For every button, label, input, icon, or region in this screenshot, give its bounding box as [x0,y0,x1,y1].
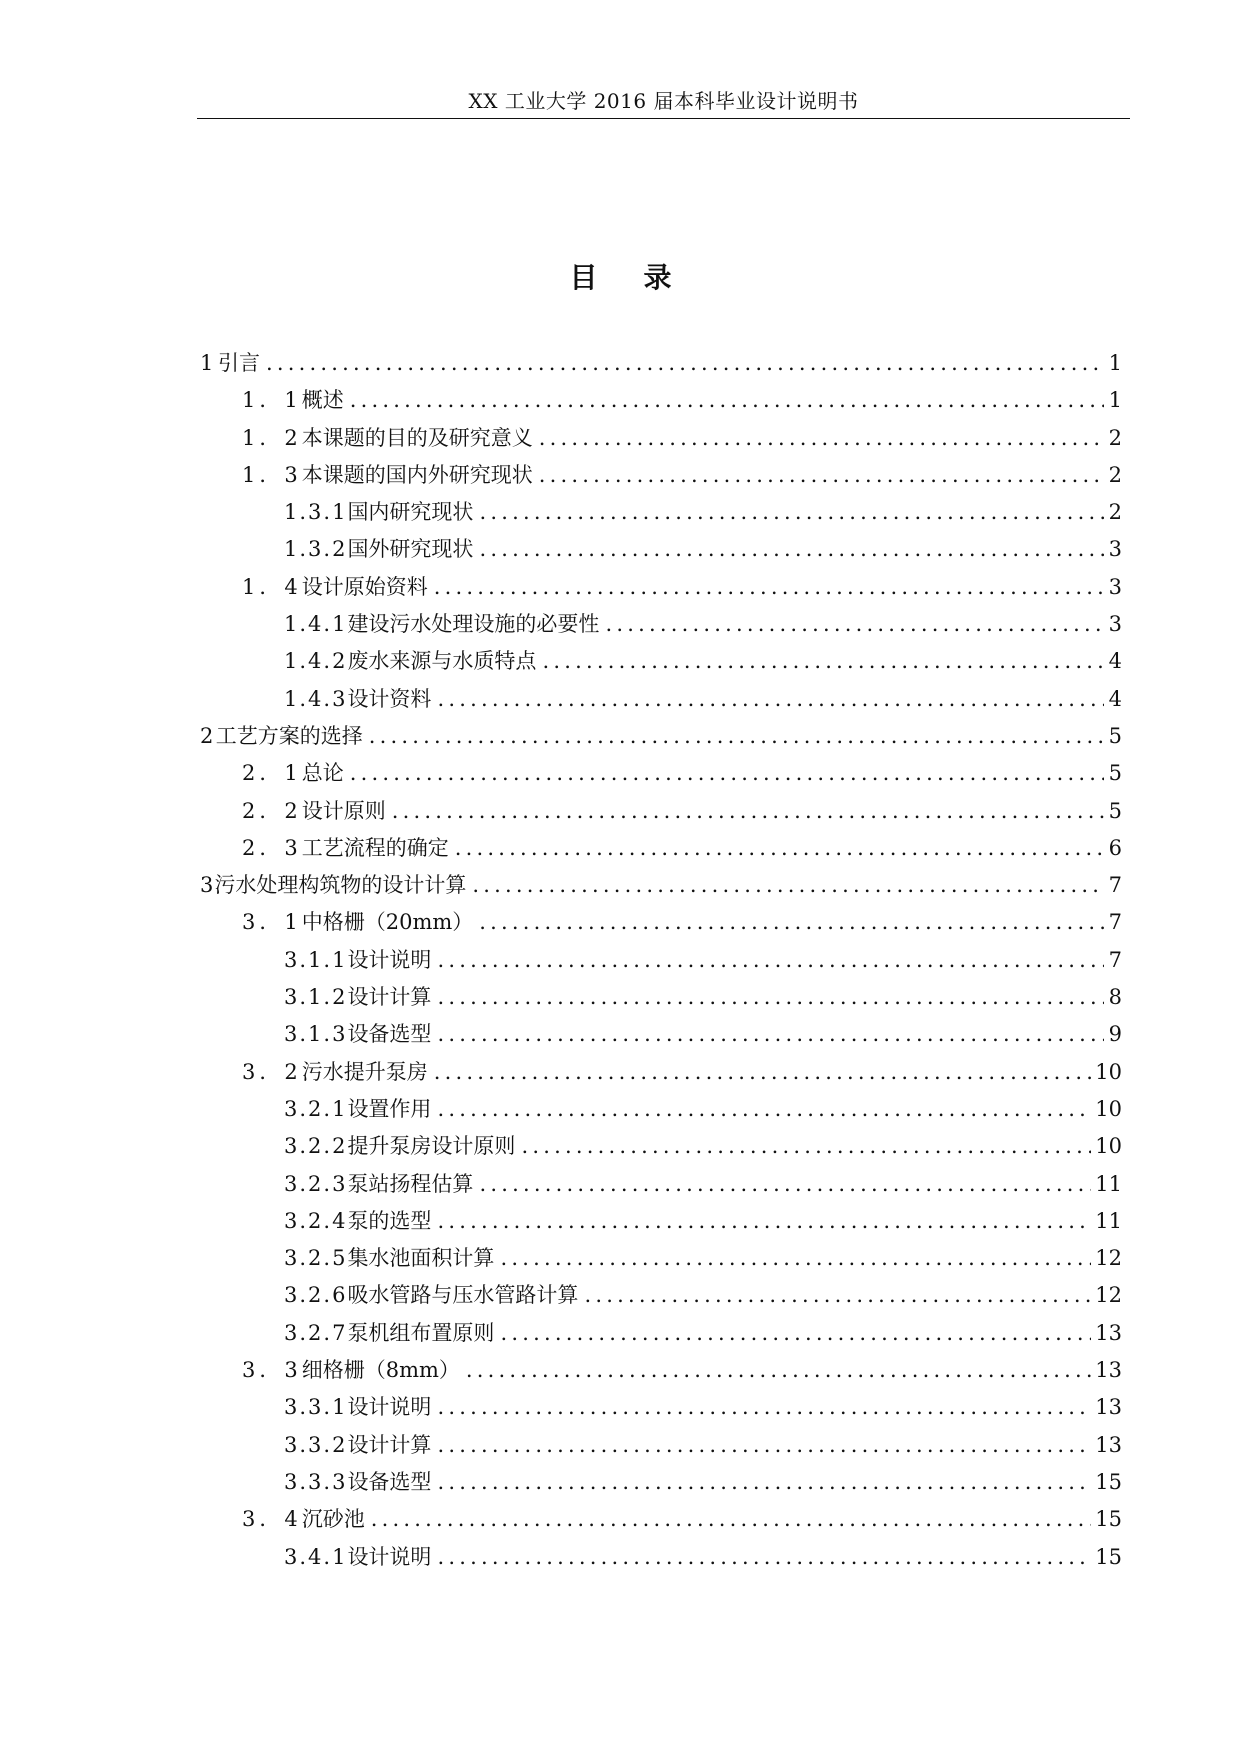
toc-entry[interactable] [200,420,1122,457]
toc-dot-leader [479,904,1104,941]
toc-entry-number: 3．3 [242,1358,302,1383]
running-header: XX 工业大学 2016 届本科毕业设计说明书 [468,89,859,113]
toc-entry-page-number: 15 [1095,1507,1122,1532]
toc-entry-label: 吸水管路与压水管路计算 [347,1283,579,1308]
toc-entry-number: 3．4 [242,1507,302,1532]
toc-entry-page-number: 13 [1095,1395,1122,1420]
toc-entry-number: 1 [200,351,215,375]
toc-entry-page-number: 4 [1108,686,1122,711]
toc-entry[interactable] [200,979,1122,1016]
toc-entry-number: 2．3 [242,835,302,860]
toc-entry[interactable] [200,1352,1122,1389]
toc-entry-number: 3.3.1 [284,1395,348,1420]
toc-entry[interactable] [200,382,1122,419]
toc-entry[interactable] [200,606,1122,643]
toc-entry[interactable] [200,1166,1122,1203]
toc-dot-leader [521,1128,1091,1165]
toc-entry-label: 工艺流程的确定 [301,835,449,860]
toc-dot-leader [350,382,1104,419]
toc-entry-number: 3.2.3 [284,1171,348,1196]
toc-entry-page-number: 7 [1108,873,1122,898]
toc-dot-leader [437,1427,1091,1464]
toc-entry-page-number: 1 [1108,351,1122,375]
toc-entry-page-number: 15 [1095,1544,1122,1569]
toc-dot-leader [437,942,1104,979]
toc-entry-label: 泵机组布置原则 [347,1320,495,1345]
toc-entry-number: 3.2.6 [284,1283,348,1308]
toc-dot-leader [350,755,1104,792]
toc-entry-number: 1.3.1 [284,500,348,525]
header-divider [197,118,1130,119]
toc-entry-label: 设计原则 [301,798,386,823]
toc-dot-leader [266,345,1104,382]
toc-dot-leader [437,1389,1091,1426]
toc-dot-leader [437,1539,1091,1576]
toc-entry-label: 国外研究现状 [347,537,474,562]
toc-dot-leader [539,457,1104,494]
toc-entry-label: 中格栅（20mm） [301,910,474,935]
toc-entry-number: 3.1.1 [284,947,348,972]
toc-entry-page-number: 12 [1095,1246,1122,1271]
toc-entry-page-number: 15 [1095,1469,1122,1494]
toc-dot-leader [539,420,1104,457]
toc-dot-leader [479,531,1104,568]
toc-entry-label: 泵的选型 [347,1208,432,1233]
toc-dot-leader [434,1054,1092,1091]
toc-entry[interactable] [200,1128,1122,1165]
toc-entry-page-number: 5 [1108,798,1122,823]
toc-entry-page-number: 6 [1108,835,1122,860]
toc-entry[interactable] [200,755,1122,792]
toc-entry-label: 废水来源与水质特点 [347,649,537,674]
toc-entry-page-number: 11 [1095,1208,1122,1233]
toc-dot-leader [437,979,1104,1016]
toc-entry-label: 设计说明 [347,947,432,972]
toc-entry[interactable] [200,1427,1122,1464]
toc-entry-page-number: 7 [1108,910,1122,935]
toc-entry-number: 1．4 [242,574,302,599]
toc-title-first-char: 目 [569,261,598,294]
toc-entry-number: 1.4.2 [284,649,348,674]
toc-entry[interactable] [200,1091,1122,1128]
toc-dot-leader [605,606,1104,643]
toc-entry-label: 设置作用 [347,1096,432,1121]
toc-entry-page-number: 13 [1095,1358,1122,1383]
toc-entry-number: 3.2.1 [284,1096,348,1121]
toc-title [0,258,1241,298]
toc-entry-page-number: 13 [1095,1320,1122,1345]
toc-entry-page-number: 4 [1108,649,1122,674]
toc-dot-leader [500,1315,1091,1352]
toc-entry[interactable] [200,830,1122,867]
toc-entry-number: 3 [200,873,215,898]
toc-entry-label: 设计计算 [347,985,432,1010]
toc-entry[interactable] [200,904,1122,941]
toc-entry[interactable] [200,1240,1122,1277]
toc-entry-page-number: 5 [1108,761,1122,786]
toc-entry[interactable] [200,1539,1122,1576]
toc-entry-page-number: 2 [1108,500,1122,525]
toc-entry-label: 设计原始资料 [301,574,428,599]
toc-entry-label: 泵站扬程估算 [347,1171,474,1196]
toc-entry-label: 建设污水处理设施的必要性 [347,612,600,637]
toc-entry-page-number: 1 [1108,388,1122,413]
toc-entry-label: 引言 [217,351,260,375]
toc-entry-number: 2 [200,723,215,748]
toc-entry-label: 污水提升泵房 [301,1059,428,1084]
toc-entry-page-number: 2 [1108,462,1122,487]
toc-entry[interactable] [200,718,1122,755]
toc-entry-page-number: 3 [1108,574,1122,599]
toc-entry-number: 3.2.4 [284,1208,348,1233]
toc-entry[interactable] [200,1016,1122,1053]
toc-entry-label: 工艺方案的选择 [215,723,363,748]
toc-entry-number: 1．2 [242,425,302,450]
toc-entry-label: 沉砂池 [301,1507,365,1532]
toc-entry-label: 概述 [301,388,344,413]
toc-entry-page-number: 2 [1108,425,1122,450]
toc-dot-leader [437,1464,1091,1501]
toc-entry-label: 国内研究现状 [347,500,474,525]
toc-entry[interactable] [200,1389,1122,1426]
toc-entry-number: 2．2 [242,798,302,823]
toc-dot-leader [500,1240,1091,1277]
toc-entry-page-number: 13 [1095,1432,1122,1457]
toc-entry[interactable] [200,942,1122,979]
toc-entry-number: 2．1 [242,761,302,786]
toc-dot-leader [455,830,1104,867]
toc-entry[interactable] [200,569,1122,606]
toc-dot-leader [479,1166,1091,1203]
toc-entry[interactable] [200,1315,1122,1352]
toc-entry-label: 集水池面积计算 [347,1246,495,1271]
toc-dot-leader [542,643,1104,680]
toc-dot-leader [371,1501,1092,1538]
toc-dot-leader [437,681,1104,718]
toc-entry-number: 3．2 [242,1059,302,1084]
toc-dot-leader [392,793,1104,830]
toc-entry-number: 3.4.1 [284,1544,348,1569]
toc-entry-number: 1.4.1 [284,612,348,637]
toc-entry-number: 3.1.2 [284,985,348,1010]
toc-dot-leader [584,1277,1091,1314]
toc-entry[interactable] [200,345,1122,382]
toc-dot-leader [437,1091,1091,1128]
toc-title-second-char: 录 [643,261,672,294]
toc-entry-number: 1.3.2 [284,537,348,562]
toc-entry-page-number: 10 [1095,1134,1122,1159]
toc-entry[interactable] [200,494,1122,531]
toc-dot-leader [472,867,1104,904]
toc-dot-leader [466,1352,1091,1389]
toc-entry[interactable] [200,1054,1122,1091]
toc-dot-leader [434,569,1104,606]
toc-entry[interactable] [200,531,1122,568]
toc-entry[interactable] [200,643,1122,680]
table-of-contents [200,345,1122,1576]
toc-entry[interactable] [200,681,1122,718]
toc-dot-leader [369,718,1104,755]
toc-entry-page-number: 12 [1095,1283,1122,1308]
toc-entry-page-number: 3 [1108,612,1122,637]
toc-entry-label: 设计计算 [347,1432,432,1457]
toc-entry-label: 本课题的国内外研究现状 [301,462,533,487]
toc-entry-page-number: 8 [1108,985,1122,1010]
toc-entry-page-number: 9 [1108,1022,1122,1047]
toc-entry-label: 本课题的目的及研究意义 [301,425,533,450]
toc-entry-number: 3.3.3 [284,1469,348,1494]
toc-entry-page-number: 7 [1108,947,1122,972]
toc-entry-label: 污水处理构筑物的设计计算 [214,873,467,898]
toc-entry[interactable] [200,1501,1122,1538]
toc-entry-number: 3.2.5 [284,1246,348,1271]
toc-entry[interactable] [200,793,1122,830]
toc-entry-label: 总论 [301,761,344,786]
toc-entry-page-number: 10 [1095,1059,1122,1084]
toc-entry-number: 3．1 [242,910,302,935]
toc-entry-number: 1．3 [242,462,302,487]
toc-entry-number: 1.4.3 [284,686,348,711]
toc-entry-number: 3.2.7 [284,1320,348,1345]
toc-entry-label: 提升泵房设计原则 [347,1134,516,1159]
toc-entry-label: 细格栅（8mm） [301,1358,460,1383]
toc-entry-number: 3.3.2 [284,1432,348,1457]
toc-entry-number: 1．1 [242,388,302,413]
toc-dot-leader [437,1016,1104,1053]
toc-entry-label: 设计说明 [347,1395,432,1420]
toc-entry-page-number: 10 [1095,1096,1122,1121]
toc-entry[interactable] [200,1464,1122,1501]
toc-entry[interactable] [200,867,1122,904]
toc-dot-leader [479,494,1104,531]
toc-entry[interactable] [200,457,1122,494]
toc-dot-leader [437,1203,1091,1240]
toc-entry-label: 设计资料 [347,686,432,711]
toc-entry-page-number: 3 [1108,537,1122,562]
toc-entry[interactable] [200,1203,1122,1240]
toc-entry-page-number: 5 [1108,723,1122,748]
toc-entry-label: 设备选型 [347,1469,432,1494]
toc-entry-label: 设计说明 [347,1544,432,1569]
toc-entry-number: 3.2.2 [284,1134,348,1159]
toc-entry-label: 设备选型 [347,1022,432,1047]
toc-entry-page-number: 11 [1095,1171,1122,1196]
toc-entry-number: 3.1.3 [284,1022,348,1047]
toc-entry[interactable] [200,1277,1122,1314]
